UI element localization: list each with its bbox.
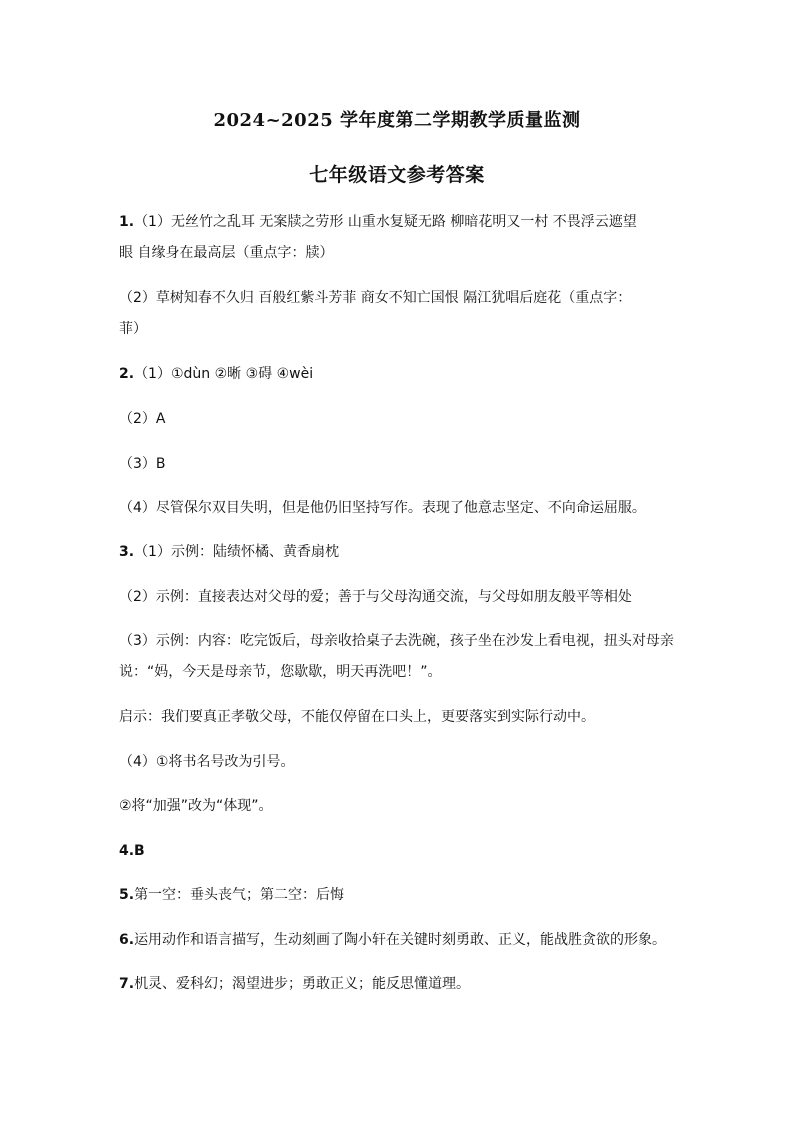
answer-line: [119, 497, 679, 519]
answer-line: [119, 363, 679, 385]
answer-text: 启示：我们要真正孝敬父母，不能仅停留在口头上，更要落实到实际行动中。: [119, 709, 595, 725]
answer-text: （1）示例：陆绩怀橘、黄香扇枕: [134, 544, 339, 560]
answer-line: [119, 706, 679, 728]
answer-line: [119, 840, 679, 862]
answer-text: （3）B: [119, 456, 166, 472]
question-number: 1.: [119, 214, 135, 230]
answer-text: 说：“妈，今天是母亲节，您歇歇，明天再洗吧！”。: [119, 664, 442, 680]
answer-text: （2）草树知春不久归 百般红紫斗芳菲 商女不知亡国恨 隔江犹唱后庭花（重点字：: [119, 290, 632, 306]
answer-text: （2）A: [119, 411, 166, 427]
answer-line: [119, 751, 679, 773]
answer-line: [119, 408, 679, 430]
question-number: 6.: [119, 932, 135, 948]
answer-text: 机灵、爱科幻；渴望进步；勇敢正义；能反思懂道理。: [134, 976, 471, 992]
answer-text: 菲）: [119, 321, 147, 337]
answer-text: （2）示例：直接表达对父母的爱；善于与父母沟通交流，与父母如朋友般平等相处: [119, 589, 632, 605]
answer-text: （1）无丝竹之乱耳 无案牍之劳形 山重水复疑无路 柳暗花明又一村 不畏浮云遮望: [134, 214, 637, 230]
question-number: 4.B: [119, 843, 145, 859]
question-number: 2.: [119, 366, 135, 382]
answer-line: [119, 630, 679, 652]
answer-line: [119, 287, 679, 309]
answer-text: （1）①dùn ②晰 ③碍 ④wèi: [134, 366, 314, 382]
answer-line: [119, 211, 679, 233]
answer-line: [119, 929, 679, 951]
answer-line: [119, 318, 679, 340]
answer-text: （4）①将书名号改为引号。: [119, 754, 295, 770]
answer-text: 眼 自缘身在最高层（重点字：牍）: [119, 245, 334, 261]
answer-line: [119, 884, 679, 906]
answer-line: [119, 795, 679, 817]
question-number: 5.: [119, 887, 135, 903]
answer-line: [119, 242, 679, 264]
answer-line: [119, 973, 679, 995]
answer-line: [119, 661, 679, 683]
answer-text: 运用动作和语言描写，生动刻画了陶小轩在关键时刻勇敢、正义，能战胜贪欲的形象。: [134, 932, 667, 948]
question-number: 7.: [119, 976, 135, 992]
answer-text: ②将“加强”改为“体现”。: [119, 798, 273, 814]
answer-text: （3）示例：内容：吃完饭后，母亲收拾桌子去洗碗，孩子坐在沙发上看电视，扭头对母亲: [119, 633, 674, 649]
document-title: 2024~2025 学年度第二学期教学质量监测: [213, 110, 581, 131]
answer-text: （4）尽管保尔双目失明，但是他仍旧坚持写作。表现了他意志坚定、不向命运屈服。: [119, 500, 646, 516]
question-number: 3.: [119, 544, 135, 560]
answer-line: [119, 586, 679, 608]
answer-line: [119, 541, 679, 563]
answer-text: 第一空：垂头丧气；第二空：后悔: [134, 887, 345, 903]
answer-line: [119, 453, 679, 475]
document-subtitle: 七年级语文参考答案: [309, 164, 485, 186]
